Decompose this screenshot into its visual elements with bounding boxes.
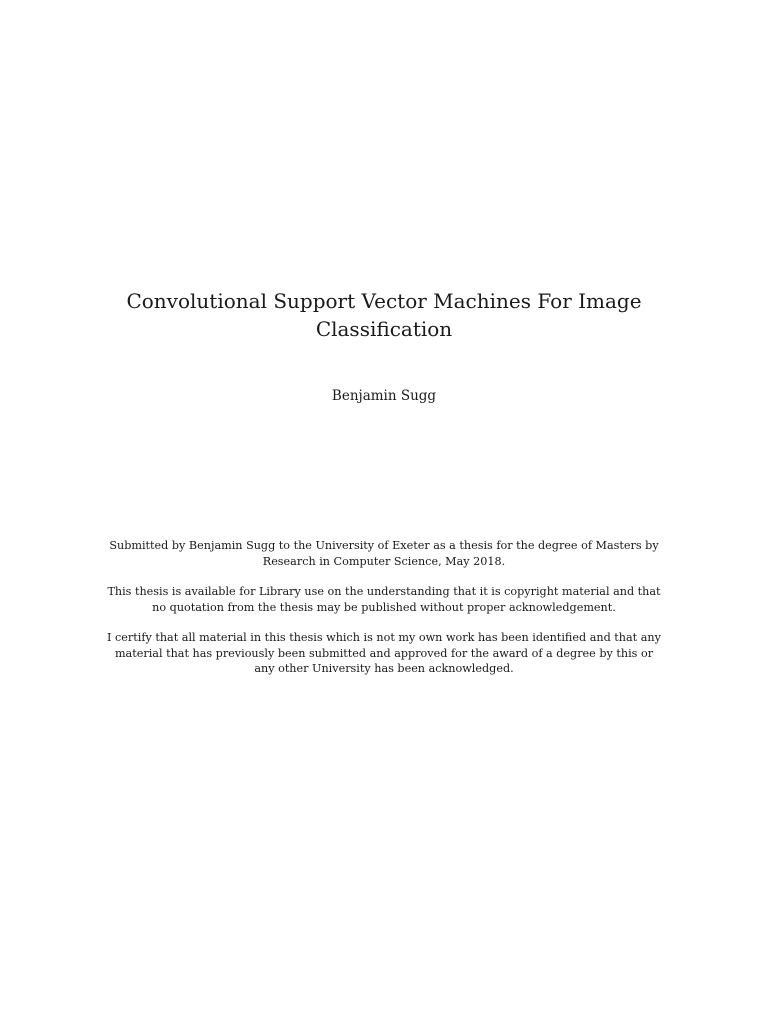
submission-statement: Submitted by Benjamin Sugg to the University of Exeter as a thesis for the degree of Masters by Research in Computer Science, May 2018. — [109, 539, 659, 568]
thesis-title: Convolutional Support Vector Machines For Image Classification — [126, 289, 642, 341]
copyright-statement: This thesis is available for Library use on the understanding that it is copyright material and that no quotation from the thesis may be published without proper acknowledgement. — [107, 585, 661, 614]
author-name: Benjamin Sugg — [331, 388, 437, 404]
certification-statement: I certify that all material in this thesis which is not my own work has been identified and that any material that has previously been submitted and approved for the award of a degree by this or any other University has been acknowledged. — [107, 631, 661, 675]
